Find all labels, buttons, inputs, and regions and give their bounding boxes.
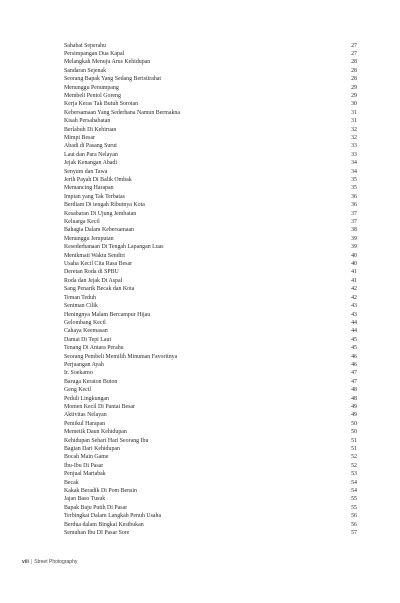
- toc-entry-title: Berdua dalam Bingkai Kesibukan: [64, 521, 144, 528]
- toc-entry-title: Menikmati Waktu Sendiri: [64, 252, 125, 259]
- footer-separator: |: [30, 559, 33, 565]
- toc-entry-title: Bahagia Dalam Kebersamaan: [64, 227, 135, 234]
- toc-entry: [64, 134, 357, 142]
- toc-entry-title: Aktivitas Nelayan: [64, 412, 107, 419]
- toc-entry: [64, 495, 357, 503]
- toc-entry-title: Bapak Baju Putih Di Pasar: [64, 504, 128, 511]
- toc-entry-page: 49: [351, 403, 357, 410]
- toc-entry-page: 30: [351, 101, 357, 108]
- toc-entry-page: 40: [351, 261, 357, 268]
- toc-entry-page: 46: [351, 361, 357, 368]
- toc-entry: [64, 344, 357, 352]
- toc-entry-page: 28: [351, 59, 357, 66]
- toc-entry-title: Ir. Soekarno: [64, 370, 93, 377]
- toc-entry: [64, 487, 357, 495]
- toc-entry-title: Kerja Keras Tak Butuh Sorotan: [64, 101, 139, 108]
- toc-entry-page: 27: [351, 42, 357, 49]
- toc-entry-title: Berlabuh Di Kehiruan: [64, 126, 117, 133]
- toc-entry-page: 32: [351, 126, 357, 133]
- toc-entry-page: 42: [351, 294, 357, 301]
- toc-entry-page: 36: [351, 202, 357, 209]
- toc-entry-page: 31: [351, 109, 357, 116]
- toc-entry-title: Perjuangan Ayah: [64, 361, 104, 368]
- toc-entry: [64, 218, 357, 226]
- toc-entry: [64, 529, 357, 537]
- toc-entry: [64, 268, 357, 276]
- toc-entry-page: 50: [351, 420, 357, 427]
- toc-entry: [64, 210, 357, 218]
- toc-entry-title: Seorang Pembeli Memilih Minuman Favoritnya: [64, 353, 178, 360]
- toc-entry-title: Geng Kecil: [64, 387, 91, 394]
- toc-entry-title: Bagian Dari Kehidupan: [64, 446, 120, 452]
- toc-entry-page: 28: [351, 67, 357, 74]
- toc-entry-page: 47: [351, 370, 357, 377]
- toc-entry-title: Gelombang Kecil: [64, 319, 106, 326]
- toc-entry: [64, 411, 357, 419]
- toc-entry-title: Melangkah Menuju Arus Kehidupan: [64, 59, 151, 66]
- toc-entry: [64, 395, 357, 403]
- toc-entry-page: 52: [351, 462, 357, 469]
- toc-entry-page: 56: [351, 513, 357, 520]
- toc-entry-page: 27: [351, 50, 357, 57]
- toc-entry: [64, 479, 357, 487]
- toc-entry: [64, 92, 357, 100]
- toc-entry-title: Deretan Roda di SPBU: [64, 269, 119, 276]
- toc-entry-title: Tenang Di Antara Perahu: [64, 345, 124, 352]
- toc-entry-page: 40: [351, 252, 357, 259]
- toc-entry-title: Seniman Cilik: [64, 303, 98, 310]
- toc-entry-title: Semuhan Ibu DI Pasar Sore: [64, 530, 130, 537]
- toc-entry-title: Kesabaran Di Ujung Jembatan: [64, 210, 137, 217]
- toc-entry-title: Kakak Beradik Di Pom Bensin: [64, 488, 137, 495]
- toc-entry-title: Penjual Martabak: [64, 471, 106, 478]
- toc-entry: [64, 437, 357, 445]
- toc-entry: [64, 142, 357, 150]
- toc-entry-title: Bocah Main Game: [64, 454, 109, 461]
- toc-entry: [64, 386, 357, 394]
- page-footer: [22, 559, 77, 565]
- toc-entry-title: Ibu-Ibu Di Pasar: [64, 462, 104, 469]
- toc-entry-title: Jerih Payah Di Balik Ombak: [64, 177, 132, 183]
- toc-entry-title: Impian yang Tak Terbatas: [64, 193, 125, 200]
- toc-entry: [64, 117, 357, 125]
- toc-entry: [64, 361, 357, 369]
- footer-book-title: Street Photography: [34, 559, 78, 565]
- toc-entry: [64, 336, 357, 344]
- toc-entry-page: 50: [351, 429, 357, 436]
- toc-entry: [64, 168, 357, 176]
- toc-entry-title: Kesederhanaan Di Tengah Lapangan Luas: [64, 244, 164, 251]
- toc-entry: [64, 311, 357, 319]
- toc-entry-title: Kehidupan Sehari Hari Seorang Ibu: [64, 437, 149, 444]
- toc-entry-page: 41: [351, 269, 357, 276]
- toc-entry-page: 33: [351, 151, 357, 158]
- toc-entry-title: Menunggu Jemputan: [64, 235, 114, 242]
- toc-entry-title: Terbingkai Dalam Langkah Penuh Usaha: [64, 513, 162, 520]
- toc-entry: [64, 58, 357, 66]
- toc-entry-title: Damai Di Tepi Laut: [64, 336, 112, 343]
- toc-entry-page: 28: [351, 76, 357, 83]
- toc-entry-page: 53: [351, 471, 357, 478]
- toc-entry: [64, 369, 357, 377]
- toc-entry-title: Sahabat Seperahu: [64, 42, 107, 49]
- toc-entry-title: Sang Penarik Becak dan Kota: [64, 286, 135, 293]
- toc-entry: [64, 277, 357, 285]
- footer-page-number: viii: [22, 559, 29, 565]
- toc-entry: [64, 521, 357, 529]
- toc-entry: [64, 126, 357, 134]
- toc-entry-title: Teman Teduh: [64, 294, 96, 301]
- toc-entry: [64, 378, 357, 386]
- toc-entry-page: 56: [351, 521, 357, 528]
- toc-entry: [64, 327, 357, 335]
- toc-entry-page: 49: [351, 412, 357, 419]
- toc-entry: [64, 100, 357, 108]
- toc-entry-title: Persimpangan Dua Kapal: [64, 50, 125, 57]
- toc-entry-title: Pemikul Harapan: [64, 420, 106, 427]
- toc-entry-page: 37: [351, 219, 357, 226]
- toc-entry-page: 48: [351, 387, 357, 394]
- toc-entry-title: Becak: [64, 479, 79, 486]
- toc-entry-page: 33: [351, 143, 357, 150]
- toc-entry: [64, 470, 357, 478]
- toc-entry: [64, 109, 357, 117]
- toc-entry-page: 32: [351, 134, 357, 141]
- toc-entry: [64, 353, 357, 361]
- toc-entry-page: 47: [351, 378, 357, 385]
- toc-entry: [64, 445, 357, 453]
- toc-entry-title: Cahaya Keemasan: [64, 328, 108, 335]
- toc-entry: [64, 302, 357, 310]
- toc-entry-title: Abadi di Pasang Surut: [64, 143, 117, 150]
- toc-entry-title: Baruga Keraton Buton: [64, 378, 118, 385]
- toc-entry: [64, 462, 357, 470]
- toc-entry: [64, 42, 357, 50]
- toc-entry: [64, 201, 357, 209]
- toc-entry-title: Berdiam Di tengah Ributnya Kota: [64, 202, 145, 209]
- toc-entry-title: Keluarga Kecil: [64, 219, 100, 226]
- toc-entry-title: Sandaran Sejenak: [64, 67, 107, 74]
- toc-entry: [64, 235, 357, 243]
- toc-entry-title: Peduli Lingkungan: [64, 395, 109, 402]
- toc-entry: [64, 50, 357, 58]
- toc-entry-page: 39: [351, 244, 357, 251]
- toc-entry-page: 31: [351, 118, 357, 125]
- toc-entry-title: Memancing Harapan: [64, 185, 114, 192]
- toc-entry-page: 54: [351, 479, 357, 486]
- toc-entry-title: Momen Kecil Di Pantai Besar: [64, 403, 135, 410]
- toc-entry: [64, 512, 357, 520]
- toc-entry-title: Kisah Persahabatan: [64, 118, 111, 125]
- toc-entry-page: 36: [351, 193, 357, 200]
- toc-entry: [64, 226, 357, 234]
- toc-entry-page: 45: [351, 336, 357, 343]
- toc-entry-page: 38: [351, 227, 357, 234]
- toc-entry-page: 34: [351, 168, 357, 175]
- toc-entry-title: Kebersamaan Yang Sederhana Namun Bermakna: [64, 109, 180, 116]
- toc-entry-page: 29: [351, 92, 357, 99]
- toc-entry-title: Roda dan Jejak Di Aspal: [64, 277, 123, 284]
- toc-entry-page: 37: [351, 210, 357, 217]
- toc-entry-page: 52: [351, 454, 357, 461]
- toc-entry-title: Seorang Bapak Yang Sedang Beristirahat: [64, 76, 162, 83]
- toc-entry: [64, 159, 357, 167]
- toc-entry-page: 35: [351, 177, 357, 183]
- toc-entry-title: Memetik Daun Kehidupan: [64, 429, 127, 436]
- toc-entry-page: 35: [351, 185, 357, 192]
- toc-entry-page: 46: [351, 353, 357, 360]
- toc-entry: [64, 403, 357, 411]
- toc-entry: [64, 285, 357, 293]
- toc-entry-page: 45: [351, 345, 357, 352]
- toc-entry-title: Menunggu Penumpang: [64, 84, 119, 91]
- toc-entry-page: 54: [351, 488, 357, 495]
- toc-entry-page: 44: [351, 319, 357, 326]
- toc-entry-page: 55: [351, 504, 357, 511]
- toc-entry-title: Heningnya Malam Bercampur Hijau: [64, 311, 151, 318]
- table-of-contents: [64, 42, 357, 538]
- toc-entry-title: Laut dan Para Nelayan: [64, 151, 118, 158]
- toc-entry: [64, 504, 357, 512]
- toc-entry: [64, 75, 357, 83]
- toc-entry-page: 43: [351, 303, 357, 310]
- toc-entry-page: 51: [351, 437, 357, 444]
- toc-entry: [64, 184, 357, 192]
- toc-entry-page: 39: [351, 235, 357, 242]
- toc-entry: [64, 67, 357, 75]
- toc-entry: [64, 420, 357, 428]
- toc-entry: [64, 260, 357, 268]
- toc-entry-title: Jajan Baso Tusuk: [64, 496, 106, 503]
- toc-entry: [64, 151, 357, 159]
- toc-entry: [64, 243, 357, 251]
- toc-entry-title: Jejak Kenangan Abadi: [64, 160, 117, 167]
- toc-entry-page: 42: [351, 286, 357, 293]
- toc-entry: [64, 84, 357, 92]
- toc-entry: [64, 428, 357, 436]
- toc-entry-title: Senyum dan Tawa: [64, 168, 108, 175]
- toc-entry-title: Usaha Kecil Cita Rasa Besar: [64, 261, 133, 268]
- toc-entry-page: 55: [351, 496, 357, 503]
- toc-entry: [64, 294, 357, 302]
- toc-entry: [64, 193, 357, 201]
- toc-entry-page: 44: [351, 328, 357, 335]
- toc-entry-page: 51: [351, 446, 357, 452]
- toc-entry: [64, 453, 357, 461]
- toc-entry-page: 41: [351, 277, 357, 284]
- toc-entry-page: 48: [351, 395, 357, 402]
- toc-entry-title: Membeli Pentol Goreng: [64, 92, 121, 99]
- toc-entry: [64, 252, 357, 260]
- toc-entry-page: 34: [351, 160, 357, 167]
- toc-entry: [64, 176, 357, 184]
- toc-entry-page: 43: [351, 311, 357, 318]
- toc-entry-title: Mimpi Besar: [64, 134, 95, 141]
- toc-entry-page: 29: [351, 84, 357, 91]
- toc-entry-page: 57: [351, 530, 357, 537]
- toc-entry: [64, 319, 357, 327]
